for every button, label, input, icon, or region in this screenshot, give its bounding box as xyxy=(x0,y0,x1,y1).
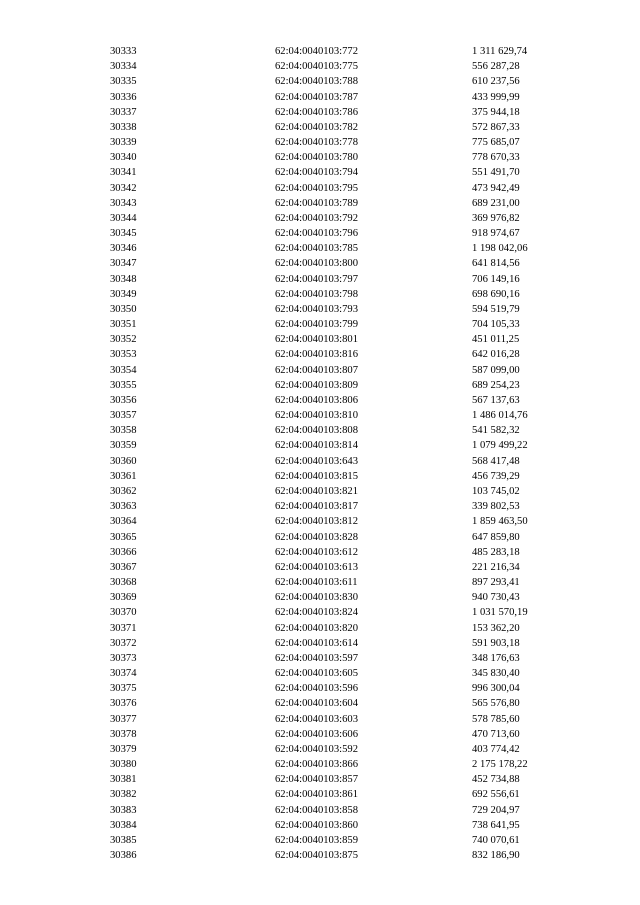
table-row xyxy=(0,393,640,408)
cadastral-value: 1 198 042,06 xyxy=(472,243,528,255)
cadastral-value: 375 944,18 xyxy=(472,106,520,118)
cadastral-number: 62:04:0040103:812 xyxy=(275,516,358,528)
table-row xyxy=(0,772,640,787)
table-row xyxy=(0,727,640,742)
cadastral-number: 62:04:0040103:797 xyxy=(275,273,358,285)
row-number: 30372 xyxy=(110,637,137,649)
cadastral-value: 551 491,70 xyxy=(472,167,520,179)
cadastral-number: 62:04:0040103:860 xyxy=(275,819,358,831)
cadastral-number: 62:04:0040103:643 xyxy=(275,455,358,467)
table-row xyxy=(0,317,640,332)
table-row xyxy=(0,499,640,514)
row-number: 30374 xyxy=(110,668,137,680)
row-number: 30354 xyxy=(110,364,137,376)
row-number: 30355 xyxy=(110,379,137,391)
table-row xyxy=(0,712,640,727)
table-row xyxy=(0,105,640,120)
cadastral-number: 62:04:0040103:592 xyxy=(275,743,358,755)
cadastral-value: 456 739,29 xyxy=(472,470,520,482)
table-row xyxy=(0,378,640,393)
row-number: 30359 xyxy=(110,440,137,452)
table-row xyxy=(0,560,640,575)
cadastral-value: 775 685,07 xyxy=(472,137,520,149)
table-row xyxy=(0,454,640,469)
row-number: 30383 xyxy=(110,804,137,816)
row-number: 30378 xyxy=(110,728,137,740)
row-number: 30345 xyxy=(110,228,137,240)
cadastral-number: 62:04:0040103:605 xyxy=(275,668,358,680)
cadastral-value: 1 486 014,76 xyxy=(472,410,528,422)
row-number: 30341 xyxy=(110,167,137,179)
row-number: 30349 xyxy=(110,288,137,300)
row-number: 30339 xyxy=(110,137,137,149)
cadastral-number: 62:04:0040103:800 xyxy=(275,258,358,270)
cadastral-number: 62:04:0040103:788 xyxy=(275,76,358,88)
cadastral-value: 706 149,16 xyxy=(472,273,520,285)
cadastral-value: 918 974,67 xyxy=(472,228,520,240)
table-row xyxy=(0,423,640,438)
cadastral-number: 62:04:0040103:606 xyxy=(275,728,358,740)
table-row xyxy=(0,150,640,165)
table-row xyxy=(0,438,640,453)
row-number: 30352 xyxy=(110,334,137,346)
cadastral-value: 591 903,18 xyxy=(472,637,520,649)
cadastral-value: 221 216,34 xyxy=(472,561,520,573)
cadastral-number: 62:04:0040103:820 xyxy=(275,622,358,634)
cadastral-number: 62:04:0040103:793 xyxy=(275,303,358,315)
cadastral-number: 62:04:0040103:866 xyxy=(275,759,358,771)
table-row xyxy=(0,241,640,256)
row-number: 30376 xyxy=(110,698,137,710)
cadastral-number: 62:04:0040103:809 xyxy=(275,379,358,391)
cadastral-value: 897 293,41 xyxy=(472,577,520,589)
cadastral-value: 729 204,97 xyxy=(472,804,520,816)
cadastral-number: 62:04:0040103:875 xyxy=(275,850,358,862)
row-number: 30367 xyxy=(110,561,137,573)
cadastral-value: 541 582,32 xyxy=(472,425,520,437)
row-number: 30375 xyxy=(110,683,137,695)
cadastral-number: 62:04:0040103:808 xyxy=(275,425,358,437)
table-row xyxy=(0,696,640,711)
cadastral-value: 940 730,43 xyxy=(472,592,520,604)
cadastral-value: 348 176,63 xyxy=(472,652,520,664)
table-row xyxy=(0,848,640,863)
table-row xyxy=(0,681,640,696)
table-row xyxy=(0,408,640,423)
cadastral-number: 62:04:0040103:613 xyxy=(275,561,358,573)
cadastral-value: 587 099,00 xyxy=(472,364,520,376)
row-number: 30350 xyxy=(110,303,137,315)
cadastral-value: 567 137,63 xyxy=(472,394,520,406)
cadastral-value: 451 011,25 xyxy=(472,334,520,346)
cadastral-value: 572 867,33 xyxy=(472,121,520,133)
cadastral-value: 1 079 499,22 xyxy=(472,440,528,452)
row-number: 30356 xyxy=(110,394,137,406)
table-row xyxy=(0,818,640,833)
cadastral-value: 433 999,99 xyxy=(472,91,520,103)
cadastral-number: 62:04:0040103:611 xyxy=(275,577,358,589)
cadastral-number: 62:04:0040103:604 xyxy=(275,698,358,710)
row-number: 30386 xyxy=(110,850,137,862)
cadastral-number: 62:04:0040103:816 xyxy=(275,349,358,361)
row-number: 30351 xyxy=(110,319,137,331)
table-row xyxy=(0,605,640,620)
cadastral-number: 62:04:0040103:799 xyxy=(275,319,358,331)
cadastral-number: 62:04:0040103:612 xyxy=(275,546,358,558)
row-number: 30353 xyxy=(110,349,137,361)
table-row xyxy=(0,120,640,135)
table-row xyxy=(0,74,640,89)
cadastral-number: 62:04:0040103:815 xyxy=(275,470,358,482)
cadastral-number: 62:04:0040103:810 xyxy=(275,410,358,422)
cadastral-value: 1 031 570,19 xyxy=(472,607,528,619)
cadastral-value: 832 186,90 xyxy=(472,850,520,862)
table-row xyxy=(0,302,640,317)
cadastral-number: 62:04:0040103:817 xyxy=(275,501,358,513)
table-row xyxy=(0,347,640,362)
table-row xyxy=(0,165,640,180)
table-row xyxy=(0,514,640,529)
table-row xyxy=(0,666,640,681)
table-row xyxy=(0,621,640,636)
row-number: 30369 xyxy=(110,592,137,604)
row-number: 30379 xyxy=(110,743,137,755)
cadastral-number: 62:04:0040103:789 xyxy=(275,197,358,209)
table-row xyxy=(0,287,640,302)
row-number: 30334 xyxy=(110,61,137,73)
row-number: 30338 xyxy=(110,121,137,133)
table-row xyxy=(0,196,640,211)
cadastral-number: 62:04:0040103:775 xyxy=(275,61,358,73)
table-row xyxy=(0,135,640,150)
row-number: 30344 xyxy=(110,212,137,224)
table-row xyxy=(0,545,640,560)
cadastral-value: 556 287,28 xyxy=(472,61,520,73)
cadastral-number: 62:04:0040103:597 xyxy=(275,652,358,664)
cadastral-value: 153 362,20 xyxy=(472,622,520,634)
cadastral-value: 1 859 463,50 xyxy=(472,516,528,528)
cadastral-value: 689 254,23 xyxy=(472,379,520,391)
cadastral-value: 610 237,56 xyxy=(472,76,520,88)
cadastral-value: 403 774,42 xyxy=(472,743,520,755)
cadastral-value: 1 311 629,74 xyxy=(472,46,528,57)
row-number: 30360 xyxy=(110,455,137,467)
cadastral-value: 698 690,16 xyxy=(472,288,520,300)
cadastral-value: 103 745,02 xyxy=(472,485,520,497)
cadastral-number: 62:04:0040103:786 xyxy=(275,106,358,118)
row-number: 30346 xyxy=(110,243,137,255)
cadastral-value: 470 713,60 xyxy=(472,728,520,740)
row-number: 30381 xyxy=(110,774,137,786)
table-row xyxy=(0,575,640,590)
table-row xyxy=(0,530,640,545)
row-number: 30373 xyxy=(110,652,137,664)
cadastral-value: 2 175 178,22 xyxy=(472,759,528,771)
cadastral-number: 62:04:0040103:787 xyxy=(275,91,358,103)
cadastral-value: 473 942,49 xyxy=(472,182,520,194)
cadastral-number: 62:04:0040103:814 xyxy=(275,440,358,452)
row-number: 30357 xyxy=(110,410,137,422)
cadastral-value: 339 802,53 xyxy=(472,501,520,513)
row-number: 30336 xyxy=(110,91,137,103)
cadastral-value: 996 300,04 xyxy=(472,683,520,695)
cadastral-number: 62:04:0040103:603 xyxy=(275,713,358,725)
table-row xyxy=(0,59,640,74)
cadastral-number: 62:04:0040103:795 xyxy=(275,182,358,194)
row-number: 30363 xyxy=(110,501,137,513)
row-number: 30342 xyxy=(110,182,137,194)
cadastral-value: 689 231,00 xyxy=(472,197,520,209)
cadastral-value: 778 670,33 xyxy=(472,152,520,164)
cadastral-value: 485 283,18 xyxy=(472,546,520,558)
row-number: 30366 xyxy=(110,546,137,558)
cadastral-number: 62:04:0040103:792 xyxy=(275,212,358,224)
table-row xyxy=(0,787,640,802)
cadastral-number: 62:04:0040103:828 xyxy=(275,531,358,543)
row-number: 30343 xyxy=(110,197,137,209)
cadastral-value: 565 576,80 xyxy=(472,698,520,710)
table-row xyxy=(0,651,640,666)
row-number: 30377 xyxy=(110,713,137,725)
cadastral-number: 62:04:0040103:807 xyxy=(275,364,358,376)
cadastral-number: 62:04:0040103:821 xyxy=(275,485,358,497)
cadastral-value: 578 785,60 xyxy=(472,713,520,725)
table-row xyxy=(0,636,640,651)
row-number: 30365 xyxy=(110,531,137,543)
table-row xyxy=(0,44,640,59)
row-number: 30358 xyxy=(110,425,137,437)
cadastral-value: 738 641,95 xyxy=(472,819,520,831)
cadastral-number: 62:04:0040103:861 xyxy=(275,789,358,801)
table-row xyxy=(0,803,640,818)
cadastral-number: 62:04:0040103:806 xyxy=(275,394,358,406)
cadastral-number: 62:04:0040103:794 xyxy=(275,167,358,179)
table-row xyxy=(0,272,640,287)
table-row xyxy=(0,90,640,105)
table-row xyxy=(0,211,640,226)
table-row xyxy=(0,181,640,196)
table-row xyxy=(0,256,640,271)
row-number: 30371 xyxy=(110,622,137,634)
cadastral-number: 62:04:0040103:824 xyxy=(275,607,358,619)
cadastral-number: 62:04:0040103:596 xyxy=(275,683,358,695)
cadastral-number: 62:04:0040103:614 xyxy=(275,637,358,649)
row-number: 30337 xyxy=(110,106,137,118)
table-row xyxy=(0,590,640,605)
cadastral-value: 641 814,56 xyxy=(472,258,520,270)
cadastral-number: 62:04:0040103:778 xyxy=(275,137,358,149)
cadastral-number: 62:04:0040103:801 xyxy=(275,334,358,346)
cadastral-number: 62:04:0040103:772 xyxy=(275,46,358,57)
cadastral-number: 62:04:0040103:830 xyxy=(275,592,358,604)
table-row xyxy=(0,226,640,241)
cadastral-value: 647 859,80 xyxy=(472,531,520,543)
row-number: 30382 xyxy=(110,789,137,801)
row-number: 30335 xyxy=(110,76,137,88)
row-number: 30384 xyxy=(110,819,137,831)
cadastral-number: 62:04:0040103:780 xyxy=(275,152,358,164)
cadastral-value: 704 105,33 xyxy=(472,319,520,331)
cadastral-value: 452 734,88 xyxy=(472,774,520,786)
row-number: 30368 xyxy=(110,577,137,589)
cadastral-number: 62:04:0040103:858 xyxy=(275,804,358,816)
cadastral-number: 62:04:0040103:796 xyxy=(275,228,358,240)
row-number: 30385 xyxy=(110,834,137,846)
cadastral-number: 62:04:0040103:859 xyxy=(275,834,358,846)
row-number: 30370 xyxy=(110,607,137,619)
table-row xyxy=(0,833,640,848)
row-number: 30362 xyxy=(110,485,137,497)
cadastral-value: 740 070,61 xyxy=(472,834,520,846)
table-row xyxy=(0,742,640,757)
table-row xyxy=(0,332,640,347)
row-number: 30361 xyxy=(110,470,137,482)
cadastral-value: 345 830,40 xyxy=(472,668,520,680)
row-number: 30340 xyxy=(110,152,137,164)
table-row xyxy=(0,484,640,499)
row-number: 30333 xyxy=(110,46,137,57)
cadastral-value-table xyxy=(0,44,640,863)
table-row xyxy=(0,363,640,378)
cadastral-number: 62:04:0040103:782 xyxy=(275,121,358,133)
cadastral-value: 692 556,61 xyxy=(472,789,520,801)
table-row xyxy=(0,757,640,772)
cadastral-value: 594 519,79 xyxy=(472,303,520,315)
cadastral-value: 369 976,82 xyxy=(472,212,520,224)
cadastral-value: 642 016,28 xyxy=(472,349,520,361)
cadastral-number: 62:04:0040103:798 xyxy=(275,288,358,300)
cadastral-number: 62:04:0040103:857 xyxy=(275,774,358,786)
row-number: 30348 xyxy=(110,273,137,285)
cadastral-number: 62:04:0040103:785 xyxy=(275,243,358,255)
row-number: 30380 xyxy=(110,759,137,771)
row-number: 30364 xyxy=(110,516,137,528)
table-row xyxy=(0,469,640,484)
cadastral-value: 568 417,48 xyxy=(472,455,520,467)
row-number: 30347 xyxy=(110,258,137,270)
